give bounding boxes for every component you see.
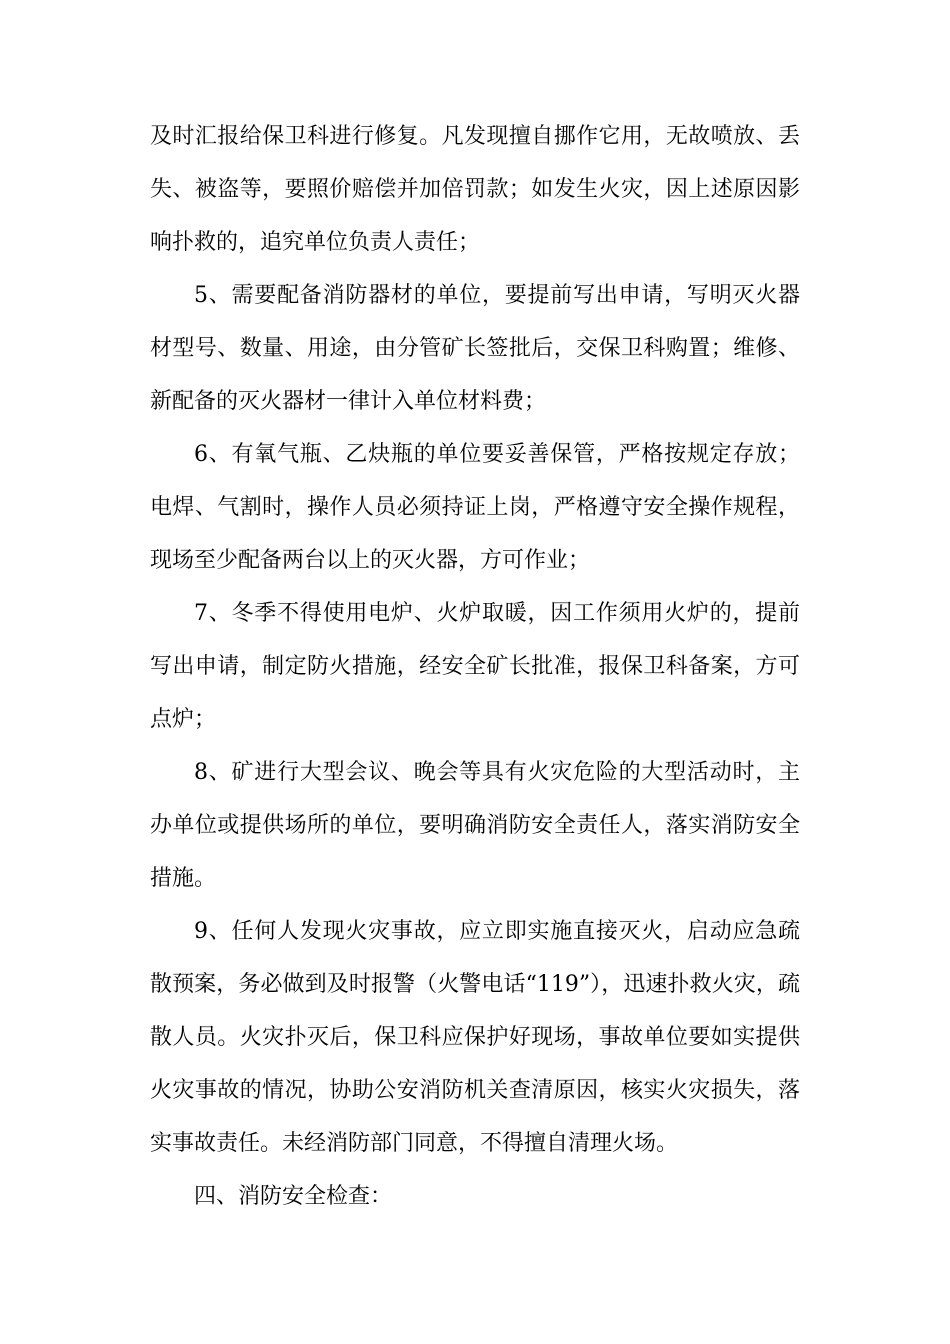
paragraph-continued: 及时汇报给保卫科进行修复。凡发现擅自挪作它用，无故喷放、丢失、被盗等，要照价赔偿并加倍罚款；如发生火灾，因上述原因影响扑救的，追究单位负责人责任； [150,124,800,255]
paragraph-item-5: 5、需要配备消防器材的单位，要提前写出申请，写明灭火器材型号、数量、用途，由分管矿长签批后，交保卫科购置；维修、新配备的灭火器材一律计入单位材料费； [150,283,800,414]
paragraph-item-8: 8、矿进行大型会议、晚会等具有火灾危险的大型活动时，主办单位或提供场所的单位，要明确消防安全责任人，落实消防安全措施。 [150,760,800,891]
paragraph-item-7: 7、冬季不得使用电炉、火炉取暖，因工作须用火炉的，提前写出申请，制定防火措施，经安全矿长批准，报保卫科备案，方可点炉； [150,601,800,732]
document-body [150,110,800,1223]
paragraph-item-6: 6、有氧气瓶、乙炔瓶的单位要妥善保管，严格按规定存放；电焊、气割时，操作人员必须持证上岗，严格遵守安全操作规程，现场至少配备两台以上的灭火器，方可作业； [150,442,800,573]
section-heading-fire-safety-inspection: 四、消防安全检查： [194,1184,393,1209]
paragraph-item-9: 9、任何人发现火灾事故，应立即实施直接灭火，启动应急疏散预案，务必做到及时报警（火警电话“119”），迅速扑救火灾，疏散人员。火灾扑灭后，保卫科应保护好现场，事故单位要如实提供火灾事故的情况，协助公安消防机关查清原因，核实火灾损失，落实事故责任。未经消防部门同意，不得擅自清理火场。 [150,919,800,1156]
